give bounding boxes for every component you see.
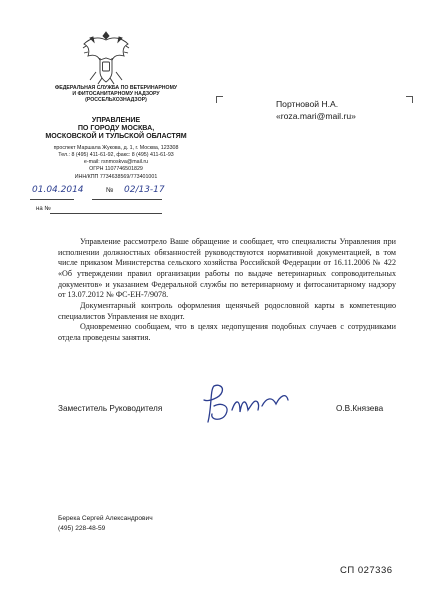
date-underline	[30, 199, 74, 200]
signatory-name: О.В.Князева	[336, 404, 384, 413]
dept-line-3: МОСКОВСКОЙ И ТУЛЬСКОЙ ОБЛАСТЯМ	[45, 132, 187, 141]
ogrn: ОГРН 1107746501829	[89, 166, 143, 173]
reference-underline	[50, 213, 162, 214]
paragraph-3: Одновременно сообщаем, что в целях недопущения подобных случаев с сотрудниками отдела проведены занятия.	[58, 322, 396, 343]
department-name	[20, 116, 212, 140]
address-corner-left	[216, 96, 223, 103]
dept-line-2: ПО ГОРОДУ МОСКВА,	[77, 124, 155, 133]
executor-name: Берека Сергей Александрович	[58, 515, 153, 522]
executor-phone: (495) 228-48-59	[58, 524, 106, 532]
signatory-position: Заместитель Руководителя	[58, 404, 163, 413]
registration-date: 01.04.2014	[32, 185, 84, 195]
paragraph-1: Управление рассмотрело Ваше обращение и сообщает, что специалисты Управления при исполнении должностных обязанностей руководствуются нормативной документацией, в том числе приказом Министерства сельского хозяйства Российской Федерации от 16.11.2006 № 422 «Об утверждении правил организации работы по выдаче ветеринарных сопроводительных документов» и указанием Федеральной службы по ветеринарному и фитосанитарному надзору от 13.07.2012 № ФС-ЕН-7/9078.	[58, 237, 396, 300]
paragraph-2: Документарный контроль оформления щенячьей родословной карты в компетенцию специалистов Управления не входит.	[58, 301, 396, 321]
inn-kpp: ИНН/КПП 7734638569/773401001	[74, 173, 158, 180]
form-serial-number: СП 027336	[340, 565, 393, 576]
address: проспект Маршала Жукова, д. 1, г. Москва, 123308	[53, 145, 179, 151]
org-line-2: И ФИТОСАНИТАРНОМУ НАДЗОРУ	[72, 90, 160, 97]
recipient-name: Портновой Н.А.	[276, 99, 339, 109]
org-line-1: ФЕДЕРАЛЬНАЯ СЛУЖБА ПО ВЕТЕРИНАРНОМУ	[54, 85, 178, 91]
contact-block	[20, 145, 212, 181]
phone-fax: Тел.: 8 (495) 411-61-92, факс: 8 (495) 411-61-93	[58, 152, 174, 159]
reference-label: на №	[36, 206, 51, 212]
recipient-block	[276, 98, 356, 122]
organization-name	[20, 86, 212, 104]
email: e-mail: rsnmoskva@mail.ru	[83, 159, 149, 166]
org-line-3: (РОССЕЛЬХОЗНАДЗОР)	[85, 96, 147, 103]
registration-number: 02/13-17	[124, 185, 165, 195]
executor-block	[58, 514, 153, 533]
dept-line-1: УПРАВЛЕНИЕ	[91, 116, 141, 124]
address-corner-right	[406, 96, 413, 103]
number-underline	[92, 199, 162, 200]
number-sign: №	[106, 187, 114, 194]
coat-of-arms-emblem	[80, 28, 132, 86]
handwritten-signature	[196, 376, 294, 432]
letter-body	[58, 237, 396, 344]
recipient-email: «roza.mari@mail.ru»	[276, 111, 356, 122]
